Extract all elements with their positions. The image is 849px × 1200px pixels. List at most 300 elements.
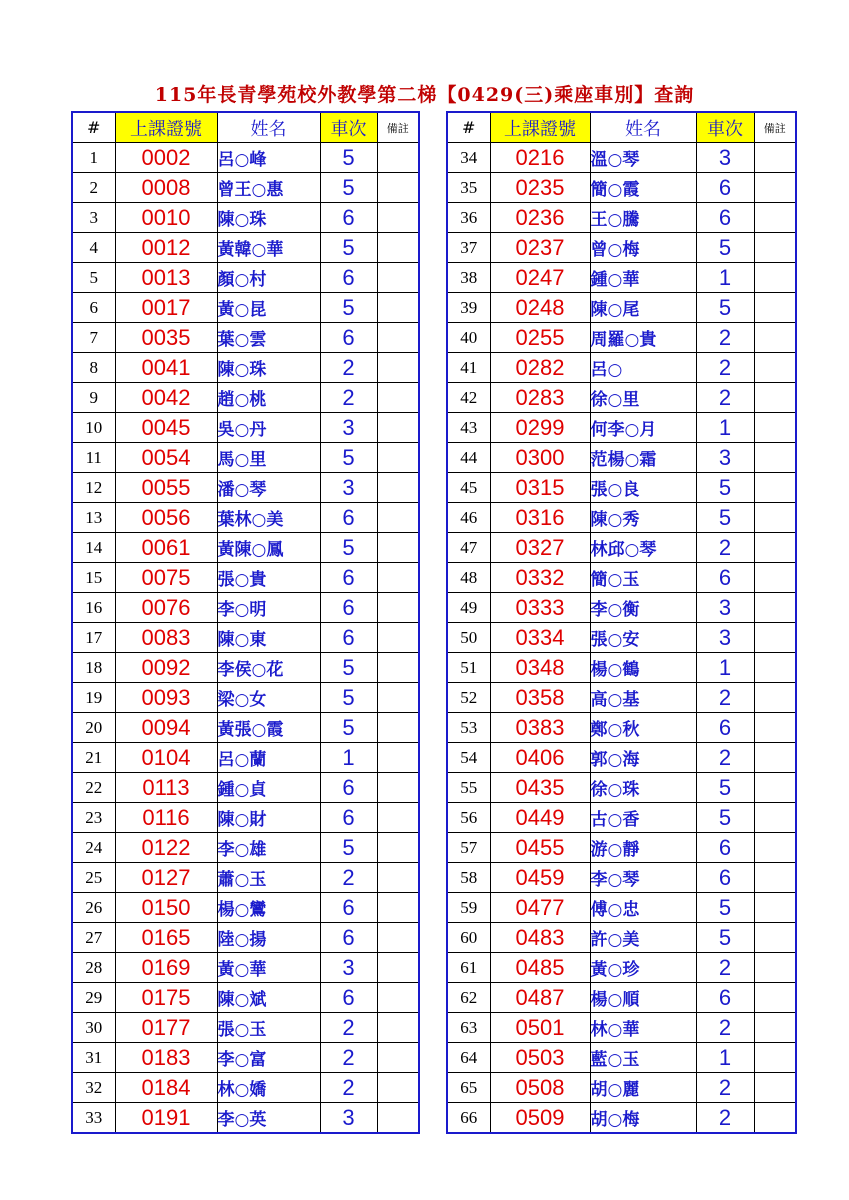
bus-number: 3	[696, 623, 754, 653]
bus-number: 6	[320, 803, 377, 833]
card-number: 0012	[115, 233, 217, 263]
table-row	[72, 683, 419, 713]
card-number: 0035	[115, 323, 217, 353]
card-number: 0483	[490, 923, 590, 953]
card-number: 0315	[490, 473, 590, 503]
card-number: 0169	[115, 953, 217, 983]
row-number: 61	[447, 953, 490, 983]
remarks-cell	[377, 1073, 419, 1103]
remarks-cell	[754, 413, 796, 443]
row-number: 47	[447, 533, 490, 563]
roster-body-right	[447, 143, 796, 1134]
bus-number: 6	[320, 203, 377, 233]
bus-number: 6	[696, 203, 754, 233]
remarks-cell	[377, 473, 419, 503]
student-name: 黃○昆	[217, 293, 320, 323]
table-row	[72, 773, 419, 803]
table-row	[447, 953, 796, 983]
table-row	[447, 1073, 796, 1103]
student-name: 葉○雲	[217, 323, 320, 353]
remarks-cell	[754, 923, 796, 953]
table-row	[72, 473, 419, 503]
table-row	[72, 713, 419, 743]
bus-number: 6	[696, 713, 754, 743]
row-number: 2	[72, 173, 115, 203]
row-number: 1	[72, 143, 115, 173]
card-number: 0056	[115, 503, 217, 533]
student-name: 郭○海	[590, 743, 696, 773]
student-name: 游○靜	[590, 833, 696, 863]
card-number: 0054	[115, 443, 217, 473]
row-number: 13	[72, 503, 115, 533]
table-row	[72, 143, 419, 173]
student-name: 李○琴	[590, 863, 696, 893]
student-name: 張○玉	[217, 1013, 320, 1043]
card-number: 0010	[115, 203, 217, 233]
row-number: 38	[447, 263, 490, 293]
remarks-cell	[754, 533, 796, 563]
table-row	[447, 1103, 796, 1134]
remarks-cell	[754, 803, 796, 833]
row-number: 4	[72, 233, 115, 263]
remarks-cell	[754, 773, 796, 803]
bus-number: 3	[320, 473, 377, 503]
card-number: 0327	[490, 533, 590, 563]
student-name: 林邱○琴	[590, 533, 696, 563]
bus-number: 2	[696, 683, 754, 713]
bus-number: 6	[320, 983, 377, 1013]
table-row	[447, 473, 796, 503]
remarks-cell	[754, 293, 796, 323]
student-name: 曾○梅	[590, 233, 696, 263]
student-name: 張○安	[590, 623, 696, 653]
card-number: 0013	[115, 263, 217, 293]
row-number: 23	[72, 803, 115, 833]
card-number: 0042	[115, 383, 217, 413]
remarks-cell	[377, 803, 419, 833]
row-number: 8	[72, 353, 115, 383]
table-row	[447, 1013, 796, 1043]
row-number: 37	[447, 233, 490, 263]
card-number: 0075	[115, 563, 217, 593]
row-number: 21	[72, 743, 115, 773]
remarks-cell	[754, 173, 796, 203]
student-name: 顏○村	[217, 263, 320, 293]
card-number: 0177	[115, 1013, 217, 1043]
card-number: 0104	[115, 743, 217, 773]
remarks-cell	[754, 473, 796, 503]
bus-number: 2	[696, 1103, 754, 1134]
remarks-cell	[377, 1043, 419, 1073]
card-number: 0236	[490, 203, 590, 233]
bus-number: 1	[696, 413, 754, 443]
row-number: 31	[72, 1043, 115, 1073]
row-number: 51	[447, 653, 490, 683]
table-row	[72, 383, 419, 413]
card-number: 0017	[115, 293, 217, 323]
card-number: 0045	[115, 413, 217, 443]
student-name: 陳○財	[217, 803, 320, 833]
remarks-cell	[377, 983, 419, 1013]
student-name: 馬○里	[217, 443, 320, 473]
student-name: 陳○東	[217, 623, 320, 653]
row-number: 33	[72, 1103, 115, 1134]
card-number: 0183	[115, 1043, 217, 1073]
remarks-cell	[377, 533, 419, 563]
header-name: 姓名	[217, 112, 320, 143]
student-name: 何李○月	[590, 413, 696, 443]
bus-number: 6	[696, 983, 754, 1013]
bus-number: 5	[320, 653, 377, 683]
student-name: 曾王○惠	[217, 173, 320, 203]
header-number: #	[72, 112, 115, 143]
remarks-cell	[377, 323, 419, 353]
remarks-cell	[754, 593, 796, 623]
remarks-cell	[377, 1013, 419, 1043]
bus-number: 6	[320, 323, 377, 353]
table-row	[72, 443, 419, 473]
card-number: 0406	[490, 743, 590, 773]
card-number: 0235	[490, 173, 590, 203]
table-row	[72, 1043, 419, 1073]
remarks-cell	[377, 593, 419, 623]
row-number: 40	[447, 323, 490, 353]
row-number: 43	[447, 413, 490, 443]
bus-number: 1	[320, 743, 377, 773]
bus-number: 2	[696, 743, 754, 773]
remarks-cell	[377, 623, 419, 653]
remarks-cell	[754, 203, 796, 233]
remarks-cell	[754, 563, 796, 593]
student-name: 楊○鶴	[590, 653, 696, 683]
row-number: 16	[72, 593, 115, 623]
row-number: 24	[72, 833, 115, 863]
bus-number: 2	[696, 353, 754, 383]
table-row	[72, 263, 419, 293]
table-row	[72, 173, 419, 203]
student-name: 徐○里	[590, 383, 696, 413]
student-name: 陳○斌	[217, 983, 320, 1013]
remarks-cell	[377, 683, 419, 713]
student-name: 楊○順	[590, 983, 696, 1013]
student-name: 黃張○霞	[217, 713, 320, 743]
card-number: 0282	[490, 353, 590, 383]
card-number: 0255	[490, 323, 590, 353]
row-number: 32	[72, 1073, 115, 1103]
header-number: #	[447, 112, 490, 143]
bus-number: 1	[696, 653, 754, 683]
student-name: 黃○華	[217, 953, 320, 983]
bus-number: 2	[696, 323, 754, 353]
student-name: 藍○玉	[590, 1043, 696, 1073]
row-number: 6	[72, 293, 115, 323]
remarks-cell	[754, 353, 796, 383]
table-row	[72, 593, 419, 623]
table-row	[72, 983, 419, 1013]
student-name: 張○良	[590, 473, 696, 503]
row-number: 36	[447, 203, 490, 233]
remarks-cell	[377, 233, 419, 263]
student-name: 李○明	[217, 593, 320, 623]
row-number: 11	[72, 443, 115, 473]
row-number: 44	[447, 443, 490, 473]
student-name: 林○華	[590, 1013, 696, 1043]
card-number: 0283	[490, 383, 590, 413]
card-number: 0055	[115, 473, 217, 503]
row-number: 14	[72, 533, 115, 563]
bus-number: 3	[696, 593, 754, 623]
card-number: 0477	[490, 893, 590, 923]
table-row	[447, 593, 796, 623]
card-number: 0300	[490, 443, 590, 473]
student-name: 許○美	[590, 923, 696, 953]
bus-number: 6	[696, 833, 754, 863]
student-name: 周羅○貴	[590, 323, 696, 353]
remarks-cell	[377, 413, 419, 443]
bus-number: 6	[320, 263, 377, 293]
page-title: 115年長青學苑校外教學第二梯【0429(三)乘座車別】查詢	[154, 84, 695, 106]
card-number: 0332	[490, 563, 590, 593]
bus-number: 5	[696, 503, 754, 533]
remarks-cell	[377, 203, 419, 233]
bus-number: 3	[320, 953, 377, 983]
bus-number: 5	[320, 443, 377, 473]
table-row	[72, 233, 419, 263]
bus-number: 5	[696, 473, 754, 503]
student-name: 胡○麗	[590, 1073, 696, 1103]
remarks-cell	[377, 173, 419, 203]
row-number: 57	[447, 833, 490, 863]
student-name: 鍾○貞	[217, 773, 320, 803]
row-number: 56	[447, 803, 490, 833]
remarks-cell	[754, 653, 796, 683]
row-number: 28	[72, 953, 115, 983]
card-number: 0316	[490, 503, 590, 533]
row-number: 62	[447, 983, 490, 1013]
remarks-cell	[377, 293, 419, 323]
table-row	[72, 953, 419, 983]
student-name: 王○騰	[590, 203, 696, 233]
remarks-cell	[754, 683, 796, 713]
row-number: 20	[72, 713, 115, 743]
row-number: 5	[72, 263, 115, 293]
row-number: 63	[447, 1013, 490, 1043]
row-number: 39	[447, 293, 490, 323]
student-name: 李侯○花	[217, 653, 320, 683]
student-name: 簡○玉	[590, 563, 696, 593]
remarks-cell	[754, 143, 796, 173]
row-number: 65	[447, 1073, 490, 1103]
student-name: 傅○忠	[590, 893, 696, 923]
bus-number: 5	[320, 833, 377, 863]
table-row	[447, 443, 796, 473]
card-number: 0487	[490, 983, 590, 1013]
card-number: 0358	[490, 683, 590, 713]
bus-number: 6	[320, 623, 377, 653]
roster-table-left	[71, 111, 420, 1134]
roster-table-right	[446, 111, 797, 1134]
row-number: 10	[72, 413, 115, 443]
remarks-cell	[754, 833, 796, 863]
row-number: 3	[72, 203, 115, 233]
remarks-cell	[377, 713, 419, 743]
row-number: 46	[447, 503, 490, 533]
remarks-cell	[377, 503, 419, 533]
remarks-cell	[754, 713, 796, 743]
header-name: 姓名	[590, 112, 696, 143]
remarks-cell	[754, 233, 796, 263]
student-name: 黃○珍	[590, 953, 696, 983]
student-name: 陳○珠	[217, 203, 320, 233]
bus-number: 6	[320, 593, 377, 623]
table-row	[447, 353, 796, 383]
student-name: 簡○霞	[590, 173, 696, 203]
row-number: 19	[72, 683, 115, 713]
remarks-cell	[377, 263, 419, 293]
table-row	[72, 293, 419, 323]
card-number: 0383	[490, 713, 590, 743]
header-remarks: 備註	[754, 112, 796, 143]
remarks-cell	[754, 1073, 796, 1103]
bus-number: 6	[696, 863, 754, 893]
remarks-cell	[754, 323, 796, 353]
bus-number: 2	[696, 383, 754, 413]
bus-number: 5	[320, 233, 377, 263]
bus-number: 2	[696, 1013, 754, 1043]
student-name: 胡○梅	[590, 1103, 696, 1134]
row-number: 17	[72, 623, 115, 653]
student-name: 鄭○秋	[590, 713, 696, 743]
card-number: 0501	[490, 1013, 590, 1043]
student-name: 呂○	[590, 353, 696, 383]
student-name: 趙○桃	[217, 383, 320, 413]
table-row	[72, 833, 419, 863]
remarks-cell	[754, 443, 796, 473]
card-number: 0449	[490, 803, 590, 833]
bus-number: 2	[320, 1073, 377, 1103]
remarks-cell	[754, 1103, 796, 1134]
card-number: 0175	[115, 983, 217, 1013]
table-row	[447, 203, 796, 233]
card-number: 0041	[115, 353, 217, 383]
remarks-cell	[754, 893, 796, 923]
bus-number: 3	[320, 1103, 377, 1134]
row-number: 18	[72, 653, 115, 683]
bus-number: 5	[320, 173, 377, 203]
header-card-number: 上課證號	[115, 112, 217, 143]
card-number: 0116	[115, 803, 217, 833]
bus-number: 1	[696, 263, 754, 293]
bus-number: 5	[696, 773, 754, 803]
remarks-cell	[377, 743, 419, 773]
card-number: 0508	[490, 1073, 590, 1103]
table-row	[72, 533, 419, 563]
card-number: 0191	[115, 1103, 217, 1134]
student-name: 陸○揚	[217, 923, 320, 953]
remarks-cell	[754, 1043, 796, 1073]
row-number: 25	[72, 863, 115, 893]
bus-number: 5	[320, 713, 377, 743]
row-number: 66	[447, 1103, 490, 1134]
table-row	[72, 503, 419, 533]
card-number: 0122	[115, 833, 217, 863]
bus-number: 6	[696, 173, 754, 203]
remarks-cell	[754, 953, 796, 983]
table-row	[447, 893, 796, 923]
card-number: 0237	[490, 233, 590, 263]
card-number: 0184	[115, 1073, 217, 1103]
table-row	[447, 743, 796, 773]
table-row	[447, 503, 796, 533]
remarks-cell	[754, 383, 796, 413]
bus-number: 5	[320, 533, 377, 563]
bus-number: 2	[696, 533, 754, 563]
table-row	[447, 233, 796, 263]
header-remarks: 備註	[377, 112, 419, 143]
card-number: 0127	[115, 863, 217, 893]
student-name: 葉林○美	[217, 503, 320, 533]
student-name: 徐○珠	[590, 773, 696, 803]
table-row	[447, 983, 796, 1013]
table-row	[72, 1013, 419, 1043]
table-row	[72, 743, 419, 773]
bus-number: 6	[320, 893, 377, 923]
bus-number: 2	[696, 1073, 754, 1103]
card-number: 0348	[490, 653, 590, 683]
row-number: 7	[72, 323, 115, 353]
table-row	[72, 1103, 419, 1134]
card-number: 0459	[490, 863, 590, 893]
table-row	[72, 323, 419, 353]
table-row	[447, 653, 796, 683]
student-name: 呂○峰	[217, 143, 320, 173]
remarks-cell	[377, 143, 419, 173]
bus-number: 3	[696, 143, 754, 173]
table-row	[447, 773, 796, 803]
remarks-cell	[377, 563, 419, 593]
table-row	[72, 653, 419, 683]
row-number: 58	[447, 863, 490, 893]
student-name: 林○嬌	[217, 1073, 320, 1103]
card-number: 0093	[115, 683, 217, 713]
student-name: 梁○女	[217, 683, 320, 713]
table-row	[72, 203, 419, 233]
card-number: 0248	[490, 293, 590, 323]
remarks-cell	[377, 353, 419, 383]
row-number: 35	[447, 173, 490, 203]
card-number: 0061	[115, 533, 217, 563]
row-number: 45	[447, 473, 490, 503]
student-name: 蕭○玉	[217, 863, 320, 893]
card-number: 0150	[115, 893, 217, 923]
remarks-cell	[754, 743, 796, 773]
row-number: 54	[447, 743, 490, 773]
student-name: 李○衡	[590, 593, 696, 623]
bus-number: 3	[320, 413, 377, 443]
student-name: 潘○琴	[217, 473, 320, 503]
table-row	[447, 323, 796, 353]
table-row	[72, 863, 419, 893]
bus-number: 1	[696, 1043, 754, 1073]
row-number: 22	[72, 773, 115, 803]
remarks-cell	[377, 953, 419, 983]
row-number: 15	[72, 563, 115, 593]
table-row	[72, 923, 419, 953]
roster-body-left	[72, 143, 419, 1134]
bus-number: 2	[320, 1043, 377, 1073]
row-number: 52	[447, 683, 490, 713]
row-number: 29	[72, 983, 115, 1013]
